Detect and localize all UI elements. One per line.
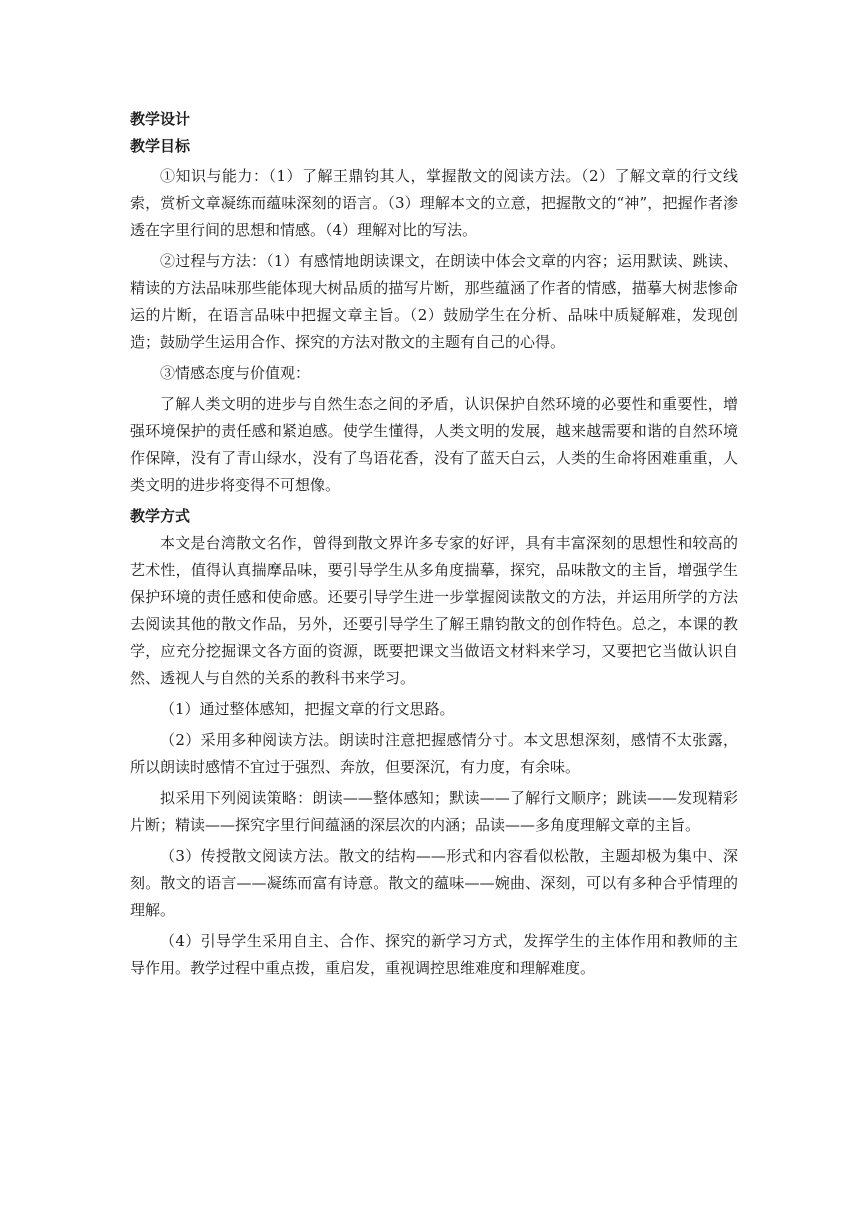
methods-paragraph-1: （1）通过整体感知，把握文章的行文思路。 — [160, 700, 455, 718]
methods-paragraph-4: （4）引导学生采用自主、合作、探究的新学习方式，发挥学生的主体作用和教师的主导作用。教学过程中重点拨，重启发，重视调控思维难度和理解难度。 — [130, 932, 738, 977]
goals-paragraph-attitude-label: ③情感态度与价值观： — [160, 364, 311, 382]
document-title: 教学设计 — [130, 110, 191, 128]
goals-heading: 教学目标 — [130, 137, 191, 155]
goals-paragraph-process: ②过程与方法：（1）有感情地朗读课文，在朗读中体会文章的内容；运用默读、跳读、精读的方法品味那些能体现大树品质的描写片断，那些蕴涵了作者的情感，描摹大树悲惨命运的片断，在语言品味中把握文章主旨。（2）鼓励学生在分析、品味中质疑解难，发现创造；鼓励学生运用合作、探究的方法对散文的主题有自己的心得。 — [130, 252, 738, 351]
methods-heading: 教学方式 — [130, 507, 191, 525]
goals-paragraph-attitude: 了解人类文明的进步与自然生态之间的矛盾，认识保护自然环境的必要性和重要性，增强环境保护的责任感和紧迫感。使学生懂得，人类文明的发展，越来越需要和谐的自然环境作保障，没有了青山绿水，没有了鸟语花香，没有了蓝天白云，人类的生命将困难重重，人类文明的进步将变得不可想像。 — [130, 395, 738, 494]
document-body — [130, 106, 738, 986]
methods-paragraph-intro: 本文是台湾散文名作，曾得到散文界许多专家的好评，具有丰富深刻的思想性和较高的艺术性，值得认真揣摩品味，要引导学生从多角度揣摹，探究，品味散文的主旨，增强学生保护环境的责任感和使命感。还要引导学生进一步掌握阅读散文的方法，并运用所学的方法去阅读其他的散文作品，另外，还要引导学生了解王鼎钧散文的创作特色。总之，本课的教学，应充分挖掘课文各方面的资源，既要把课文当做语文材料来学习，又要把它当做认识自然、透视人与自然的关系的教科书来学习。 — [130, 534, 738, 687]
methods-paragraph-2: （2）采用多种阅读方法。朗读时注意把握感情分寸。本文思想深刻，感情不太张露，所以朗读时感情不宜过于强烈、奔放，但要深沉，有力度，有余味。 — [130, 731, 738, 776]
methods-paragraph-strategy: 拟采用下列阅读策略：朗读——整体感知；默读——了解行文顺序；跳读——发现精彩片断；精读——探究字里行间蕴涵的深层次的内涵；品读——多角度理解文章的主旨。 — [130, 789, 738, 834]
goals-paragraph-knowledge: ①知识与能力：（1）了解王鼎钧其人，掌握散文的阅读方法。（2）了解文章的行文线索，赏析文章凝练而蕴味深刻的语言。（3）理解本文的立意，把握散文的“神”，把握作者渗透在字里行间的思想和情感。（4）理解对比的写法。 — [130, 167, 738, 239]
methods-paragraph-3: （3）传授散文阅读方法。散文的结构——形式和内容看似松散，主题却极为集中、深刻。散文的语言——凝练而富有诗意。散文的蕴味——婉曲、深刻，可以有多种合乎情理的理解。 — [130, 847, 738, 919]
